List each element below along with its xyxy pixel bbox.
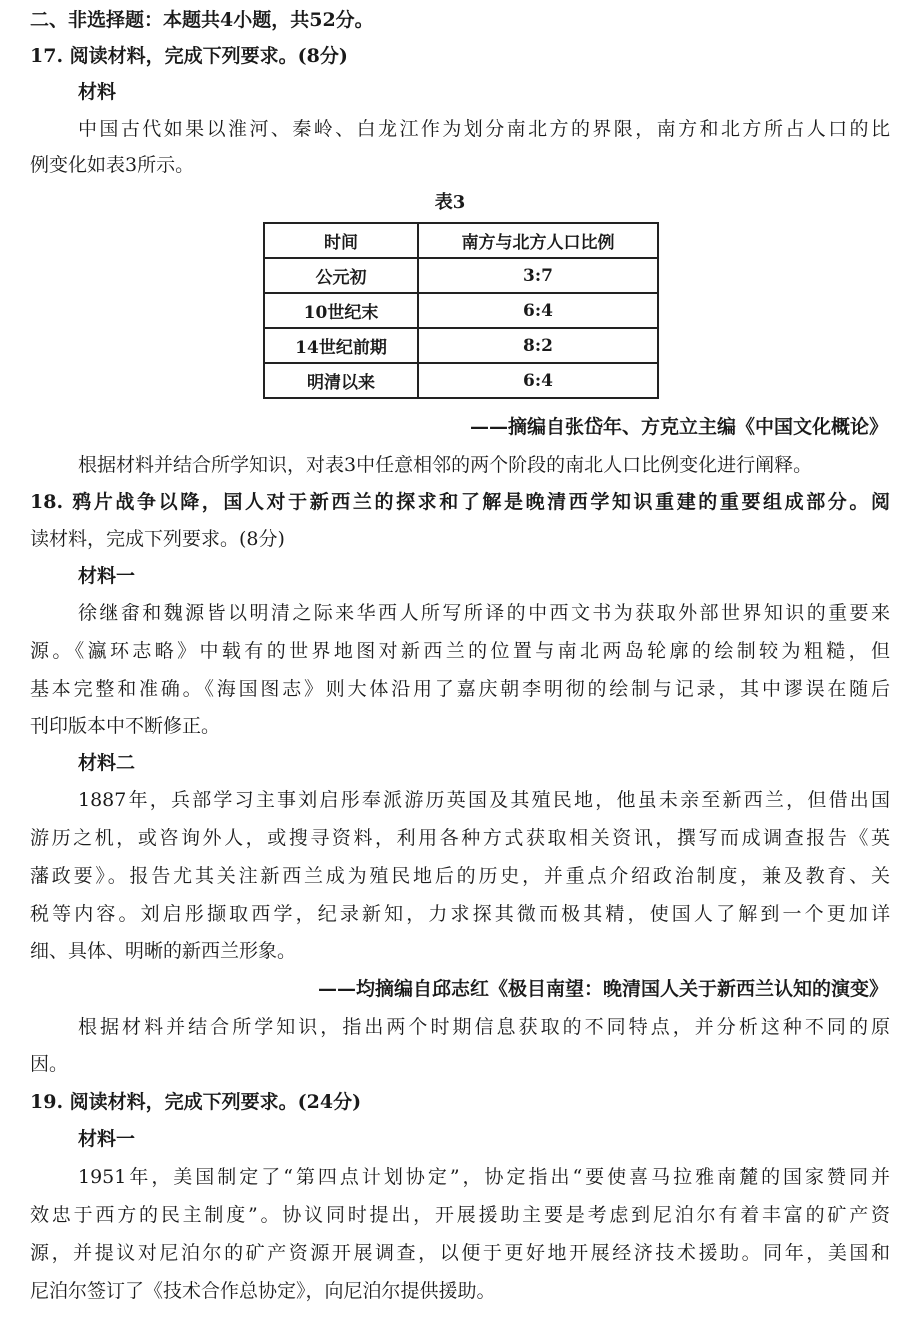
q18-source: ——均摘编自邱志红《极目南望：晚清国人关于新西兰认知的演变》 (317, 978, 888, 1000)
table-header-ratio: 南方与北方人口比例 (418, 223, 658, 258)
q19-m1-line-4: 尼泊尔签订了《技术合作总协定》，向尼泊尔提供援助。 (30, 1280, 496, 1302)
q18-title-line-2: 读材料，完成下列要求。(8分) (30, 528, 285, 550)
table-row (264, 258, 658, 293)
q18-task-line-2: 因。 (30, 1053, 69, 1075)
q17-source: ——摘编自张岱年、方克立主编《中国文化概论》 (469, 416, 888, 438)
table-cell-time: 10世纪末 (264, 293, 418, 328)
table-cell-ratio: 3:7 (418, 258, 658, 293)
table-cell-time: 公元初 (264, 258, 418, 293)
q19-m1-line-2: 效忠于西方的民主制度”。协议同时提出，开展援助主要是考虑到尼泊尔有着丰富的矿产资 (30, 1204, 890, 1226)
q17-material-label: 材料 (78, 81, 117, 103)
table-cell-ratio: 6:4 (418, 363, 658, 398)
table-row (264, 328, 658, 363)
table-cell-time: 明清以来 (264, 363, 418, 398)
q18-m2-line-3: 藩政要》。报告尤其关注新西兰成为殖民地后的历史，并重点介绍政治制度，兼及教育、关 (30, 865, 890, 887)
table-cell-ratio: 8:2 (418, 328, 658, 363)
section-heading: 二、非选择题：本题共4小题，共52分。 (30, 9, 374, 31)
population-ratio-table (263, 222, 659, 399)
q17-task: 根据材料并结合所学知识，对表3中任意相邻的两个阶段的南北人口比例变化进行阐释。 (78, 454, 813, 476)
q18-m1-line-4: 刊印版本中不断修正。 (30, 715, 221, 737)
q18-material2-label: 材料二 (78, 752, 136, 774)
table-cell-time: 14世纪前期 (264, 328, 418, 363)
table-row (264, 363, 658, 398)
q19-title: 19. 阅读材料，完成下列要求。(24分) (30, 1091, 362, 1113)
q18-m2-line-1: 1887年，兵部学习主事刘启彤奉派游历英国及其殖民地，他虽未亲至新西兰，但借出国 (78, 789, 890, 811)
q18-m2-line-2: 游历之机，或咨询外人，或搜寻资料，利用各种方式获取相关资讯，撰写而成调查报告《英 (30, 827, 890, 849)
table-header-time: 时间 (264, 223, 418, 258)
q18-m2-line-5: 细、具体、明晰的新西兰形象。 (30, 940, 297, 962)
q18-m2-line-4: 税等内容。刘启彤撷取西学，纪录新知，力求探其微而极其精，使国人了解到一个更加详 (30, 903, 890, 925)
q19-material1-label: 材料一 (78, 1128, 136, 1150)
table-caption: 表3 (434, 192, 466, 213)
q18-title-line-1: 18. 鸦片战争以降，国人对于新西兰的探求和了解是晚清西学知识重建的重要组成部分。阅 (30, 491, 890, 513)
q19-m1-line-1: 1951年，美国制定了“第四点计划协定”，协定指出“要使喜马拉雅南麓的国家赞同并 (78, 1166, 890, 1188)
q17-para-line-2: 例变化如表3所示。 (30, 154, 195, 176)
q17-para-line-1: 中国古代如果以淮河、秦岭、白龙江作为划分南北方的界限，南方和北方所占人口的比 (78, 118, 890, 140)
q18-m1-line-3: 基本完整和准确。《海国图志》则大体沿用了嘉庆朝李明彻的绘制与记录，其中谬误在随后 (30, 678, 890, 700)
q17-title: 17. 阅读材料，完成下列要求。(8分) (30, 45, 348, 67)
q18-m1-line-1: 徐继畬和魏源皆以明清之际来华西人所写所译的中西文书为获取外部世界知识的重要来 (78, 602, 890, 624)
table-row (264, 293, 658, 328)
q18-m1-line-2: 源。《瀛环志略》中载有的世界地图对新西兰的位置与南北两岛轮廓的绘制较为粗糙，但 (30, 640, 890, 662)
table-cell-ratio: 6:4 (418, 293, 658, 328)
q18-material1-label: 材料一 (78, 565, 136, 587)
q18-task-line-1: 根据材料并结合所学知识，指出两个时期信息获取的不同特点，并分析这种不同的原 (78, 1016, 890, 1038)
table-header-row (264, 223, 658, 258)
q19-m1-line-3: 源，并提议对尼泊尔的矿产资源开展调查，以便于更好地开展经济技术援助。同年，美国和 (30, 1242, 890, 1264)
